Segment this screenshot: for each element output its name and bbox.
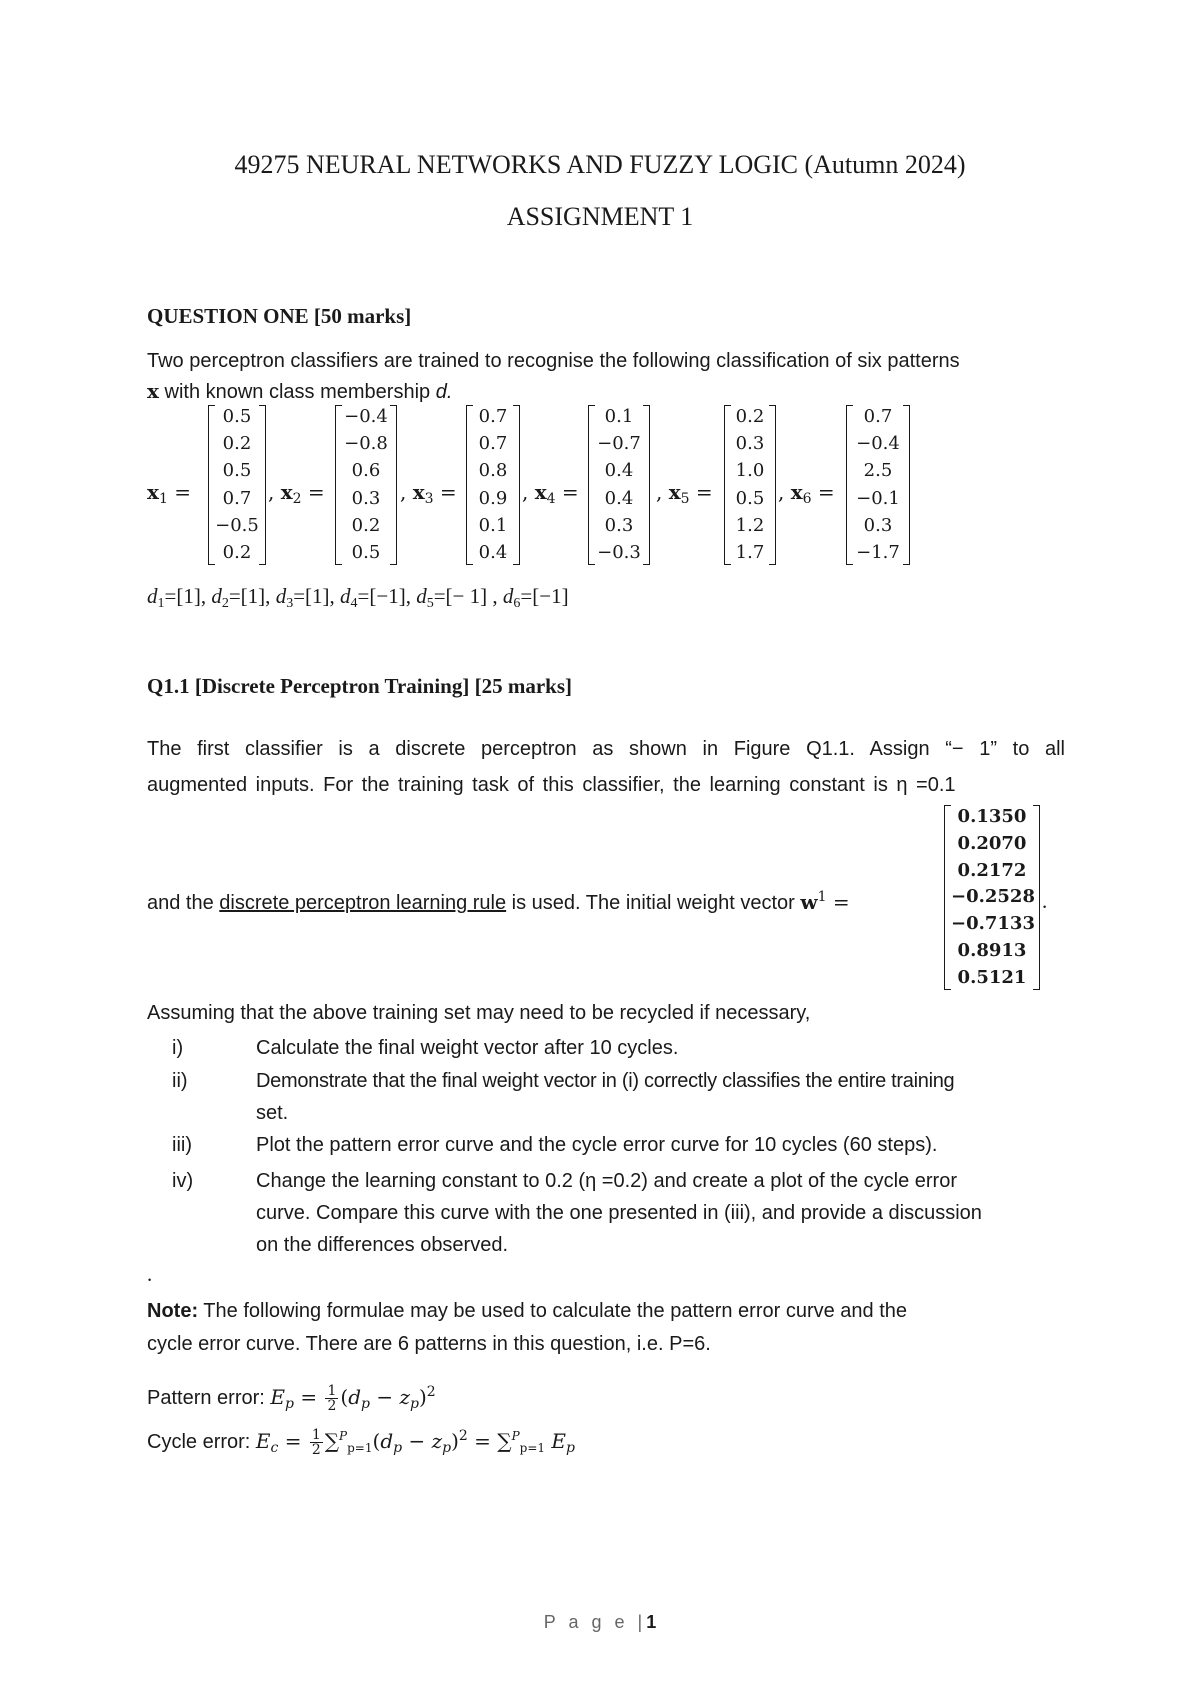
d5: $d_5=[- 1]$ , bbox=[416, 584, 498, 611]
intro-line-2-text: with known class membership bbox=[158, 381, 436, 403]
cycle-error-formula: Cycle error: $E_c$ = $\frac{1}{2}$ $\sum^P_{p=1}(d_p - z_p)^2 = \sum^P_{p=1}$ $E_p$ bbox=[147, 1427, 575, 1459]
x2-vector: −0.4 −0.8 0.6 0.3 0.2 0.5 bbox=[335, 405, 397, 565]
x1-label: $x_1$ = bbox=[147, 480, 191, 507]
assignment-title: ASSIGNMENT 1 bbox=[506, 202, 694, 231]
initial-weight-vector: 0.1350 0.2070 0.2172 −0.2528 −0.7133 0.8913 0.5121 bbox=[944, 805, 1040, 990]
item-4-text: Change the learning constant to 0.2 (η =0.2) and create a plot of the cycle error bbox=[256, 1170, 957, 1192]
x5-vector: 0.2 0.3 1.0 0.5 1.2 1.7 bbox=[724, 405, 776, 565]
note-label: Note: bbox=[147, 1300, 199, 1322]
x6-label: , $x_6$ = bbox=[778, 480, 835, 507]
page-footer: P a g e |1 bbox=[543, 1612, 657, 1632]
item-1-num: i) bbox=[172, 1037, 184, 1059]
note-line-2: cycle error curve. There are 6 patterns in this question, i.e. P=6. bbox=[147, 1333, 711, 1355]
item-4-num: iv) bbox=[172, 1170, 194, 1192]
d3: $d_3=[1]$, bbox=[275, 584, 335, 611]
intro-line-1: Two perceptron classifiers are trained to recognise the following classification of six patterns bbox=[147, 350, 960, 372]
x5-label: , $x_5$ = bbox=[656, 480, 713, 507]
w-symbol: w bbox=[800, 890, 818, 914]
para-line-1: The first classifier is a discrete perceptron as shown in Figure Q1.1. Assign “− 1” to all bbox=[147, 738, 1065, 760]
d6: $d_6=[-1]$ bbox=[502, 584, 569, 611]
x3-label: , $x_3$ = bbox=[400, 480, 457, 507]
intro-line-2 bbox=[147, 379, 452, 404]
question-one-heading: QUESTION ONE [50 marks] bbox=[147, 304, 412, 328]
x4-vector: 0.1 −0.7 0.4 0.4 0.3 −0.3 bbox=[588, 405, 650, 565]
item-2-num: ii) bbox=[172, 1070, 188, 1092]
para-line-2: augmented inputs. For the training task of this classifier, the learning constant is η =0.1 bbox=[147, 774, 956, 796]
d2: $d_2=[1]$, bbox=[211, 584, 271, 611]
item-2-text-2: set. bbox=[256, 1102, 289, 1124]
page-number: 1 bbox=[646, 1612, 657, 1632]
item-3-text: Plot the pattern error curve and the cycle error curve for 10 cycles (60 steps). bbox=[256, 1134, 938, 1156]
learning-rule-link: discrete perceptron learning rule bbox=[219, 892, 507, 914]
x2-label: , $x_2$ = bbox=[268, 480, 325, 507]
x-symbol: x bbox=[147, 379, 159, 403]
d1: $d_1=[1]$, bbox=[147, 584, 207, 611]
item-2-text: Demonstrate that the final weight vector in (i) correctly classifies the entire training bbox=[256, 1070, 955, 1092]
note-line-1: Note: The following formulae may be used to calculate the pattern error curve and the bbox=[147, 1300, 908, 1322]
stray-dot: . bbox=[147, 1262, 153, 1286]
assuming-text: Assuming that the above training set may need to be recycled if necessary, bbox=[147, 1002, 811, 1024]
d-symbol: d. bbox=[435, 381, 453, 403]
class-memberships bbox=[147, 584, 569, 612]
q1-1-heading: Q1.1 [Discrete Perceptron Training] [25 marks] bbox=[147, 674, 572, 698]
item-4-text-2: curve. Compare this curve with the one presented in (iii), and provide a discussion bbox=[256, 1202, 982, 1224]
d4: $d_4=[-1]$, bbox=[340, 584, 411, 611]
course-title: 49275 NEURAL NETWORKS AND FUZZY LOGIC (Autumn 2024) bbox=[234, 150, 966, 179]
item-1-text: Calculate the final weight vector after 10 cycles. bbox=[256, 1037, 679, 1059]
para-line-3: and the discrete perceptron learning rule is used. The initial weight vector $w^1$ = bbox=[147, 889, 850, 914]
x4-label: , $x_4$ = bbox=[522, 480, 579, 507]
x1-vector: 0.5 0.2 0.5 0.7 −0.5 0.2 bbox=[208, 405, 266, 565]
x6-vector: 0.7 −0.4 2.5 −0.1 0.3 −1.7 bbox=[846, 405, 910, 565]
period: . bbox=[1042, 889, 1048, 913]
item-3-num: iii) bbox=[172, 1134, 192, 1156]
x3-vector: 0.7 0.7 0.8 0.9 0.1 0.4 bbox=[466, 405, 520, 565]
item-4-text-3: on the differences observed. bbox=[256, 1234, 509, 1256]
pattern-error-formula: Pattern error: $E_p$ = $\frac{1}{2}$ $(d_p - z_p)^2$ bbox=[147, 1383, 436, 1415]
